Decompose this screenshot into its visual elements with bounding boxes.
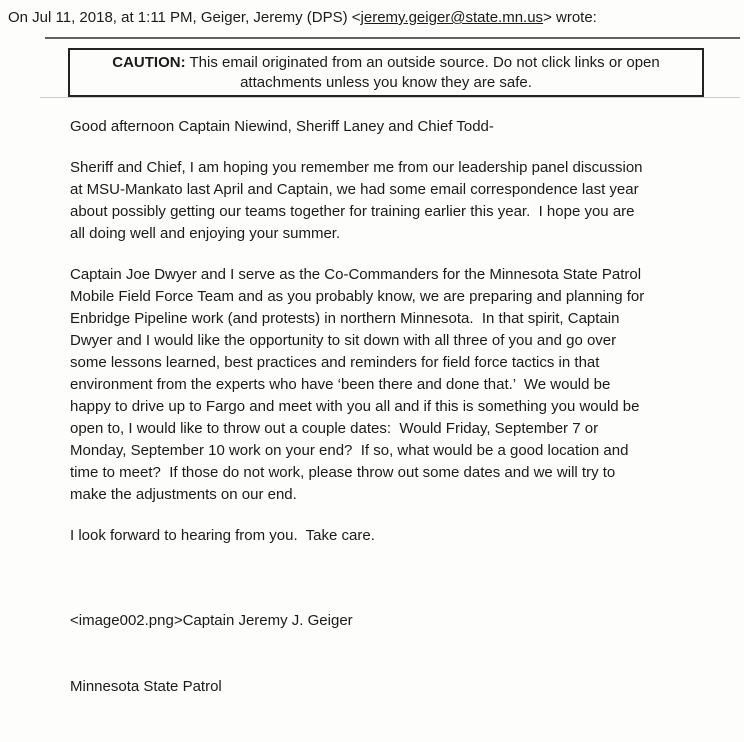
signature-org-line: Minnesota State Patrol [70,678,222,695]
scan-artifact-line-top [45,37,740,39]
email-address-link[interactable]: jeremy.geiger@state.mn.us [360,9,544,26]
caution-text-line-1 [80,53,692,73]
quote-attribution-line [8,7,597,29]
closing-line: I look forward to hearing from you. Take care. [70,527,375,544]
caution-text: This email originated from an outside source. Do not click links or open [189,54,660,71]
caution-text-line-2: attachments unless you know they are safe. [240,74,532,91]
signature-name-line: <image002.png>Captain Jeremy J. Geiger [70,612,353,629]
caution-label: CAUTION: [112,54,186,71]
quote-attribution-prefix: On Jul 11, 2018, at 1:11 PM, Geiger, Jeremy (DPS) < [8,9,361,26]
caution-banner [68,48,704,97]
scan-artifact-line-bottom [40,97,740,98]
signature-block [70,566,744,742]
email-body [70,116,744,742]
quote-attribution-suffix: > wrote: [543,9,597,26]
paragraph-leadership-panel: Sheriff and Chief, I am hoping you remember me from our leadership panel discussion at MSU-Mankato last April and Captain, we had some email correspondence last year about possibly getting our teams together for training earlier this year. I hope you are all doing well and enjoying your summer. [70,159,643,242]
paragraph-meeting-request: Captain Joe Dwyer and I serve as the Co-Commanders for the Minnesota State Patrol Mobile Field Force Team and as you probably know, we are preparing and planning for Enbridge Pipeline work (and protests) in northern Minnesota. In that spirit, Captain Dwyer and I would like the opportunity to sit down with all three of you and go over some lessons learned, best practices and reminders for field force tactics in that environment from the experts who have ‘been there and done that.’ We would be happy to drive up to Fargo and meet with you all and if this is something you would be open to, I would like to throw out a couple dates: Would Friday, September 7 or Monday, September 10 work on your end? If so, what would be a good location and time to meet? If those do not work, please throw out some dates and we will try to make the adjustments on our end. [70,266,645,503]
greeting-line: Good afternoon Captain Niewind, Sheriff Laney and Chief Todd- [70,118,494,135]
